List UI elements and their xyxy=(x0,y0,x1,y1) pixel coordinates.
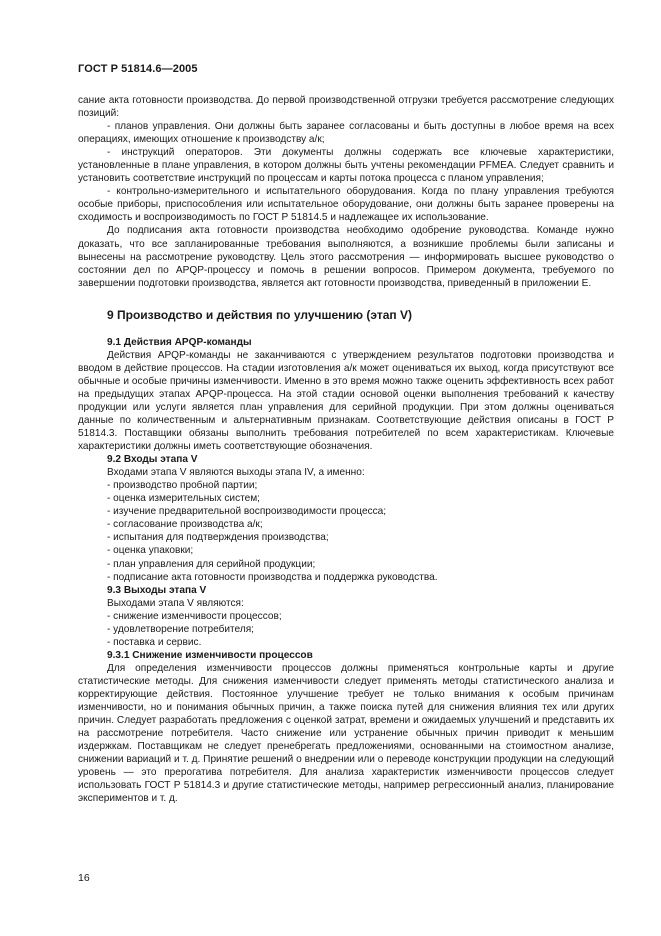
list-item: - подписание акта готовности производства и поддержка руководства. xyxy=(107,571,438,583)
document-body xyxy=(78,94,614,805)
subsection-heading: 9.2 Входы этапа V xyxy=(107,454,198,466)
list-intro: Входами этапа V являются выходы этапа IV, а именно: xyxy=(107,467,365,479)
intro-paragraph: До подписания акта готовности производства необходимо одобрение руководства. Команде нужно доказать, что все запланированные требования выполняются, а возникшие проблемы были записаны и вынесены на рассмотрение руководству. Цель этого рассмотрения — информировать высшее руководство о состоянии дел по APQP-процессу и помочь в решении вопросов. Примером документа, требуемого по завершении подготовки производства, является акт готовности производства, приведенный в приложении Е. xyxy=(78,225,614,289)
intro-list-item: - планов управления. Они должны быть заранее согласованы и быть доступны в любое время на всех операциях, имеющих отношение к производству а/к; xyxy=(78,121,614,146)
list-item: - испытания для подтверждения производства; xyxy=(107,532,329,544)
subsection-heading: 9.3 Выходы этапа V xyxy=(107,584,207,596)
intro-list-item: - инструкций операторов. Эти документы должны содержать все ключевые характеристики, установленные в плане управления, в котором должны быть учтены рекомендации PFMEA. Следует сравнить и установить соответствие инструкций по процессам и карты потока процесса с планом управления; xyxy=(78,147,614,185)
subsection-paragraph: Действия APQP-команды не заканчиваются с утверждением результатов подготовки производства и вводом в действие процессов. На стадии изготовления а/к может оцениваться их выход, когда присутствуют все обычные и особые причины изменчивости. Именно в это время можно также оценить эффективность всех работ на предыдущих этапах APQP-процесса. На этой стадии основой оценки выполнения требований к качеству продукции или услуги является план управления для серийной продукции. При этом должны оцениваться данные по количественным и альтернативным признакам. Соответствующие действия описаны в ГОСТ Р 51814.3. Поставщики обязаны выполнить требования потребителей по всем характеристикам. Ключевые характеристики должны иметь соответствующие обозначения. xyxy=(78,349,614,453)
list-item: - оценка упаковки; xyxy=(107,545,194,557)
section-title: 9 Производство и действия по улучшению (этап V) xyxy=(107,307,412,322)
document-header: ГОСТ Р 51814.6—2005 xyxy=(78,63,198,75)
list-item: - удовлетворение потребителя; xyxy=(107,623,254,635)
subsection-heading: 9.1 Действия APQP-команды xyxy=(107,336,252,348)
subsection-paragraph: Для определения изменчивости процессов должны применяться контрольные карты и другие статистические методы. Для снижения изменчивости следует применять методы статистического анализа и корректирующие действия. Постоянное улучшение требует не только внимания к особым причинам изменчивости, но и понимания обычных причин, а также поиска путей для снижения влияния тех или других причин. Следует разработать предложения с оценкой затрат, времени и ожидаемых улучшений и представить их на рассмотрение потребителя. Часто снижение или устранение обычных причин приводит к меньшим издержкам. Поставщикам не следует пренебрегать предложениями, основанными на стоимостном анализе, снижении вариаций и т. д. Принятие решений о внедрении или о переводе конструкции продукции на следующий уровень — это прерогатива потребителя. Для анализа характеристик изменчивости процессов следует использовать ГОСТ Р 51814.3 и другие статистические методы, например регрессионный анализ, планирование экспериментов и т. д. xyxy=(78,662,614,805)
intro-list-item: - контрольно-измерительного и испытательного оборудования. Когда по плану управления требуются особые приборы, приспособления или испытательное оборудование, они должны быть заранее проверены на сходимость и воспроизводимость по ГОСТ Р 51814.5 и надлежащее их использование. xyxy=(78,186,614,224)
list-item: - согласование производства а/к; xyxy=(107,519,263,531)
list-item: - производство пробной партии; xyxy=(107,480,258,492)
list-item: - план управления для серийной продукции; xyxy=(107,558,316,570)
intro-paragraph: сание акта готовности производства. До первой производственной отгрузки требуется рассмотрение следующих позиций: xyxy=(78,95,614,120)
list-item: - поставка и сервис. xyxy=(107,636,202,648)
list-item: - оценка измерительных систем; xyxy=(107,493,260,505)
page-number: 16 xyxy=(78,872,90,884)
list-intro: Выходами этапа V являются: xyxy=(107,597,244,609)
subsection-heading: 9.3.1 Снижение изменчивости процессов xyxy=(107,649,313,661)
list-item: - изучение предварительной воспроизводимости процесса; xyxy=(107,506,387,518)
list-item: - снижение изменчивости процессов; xyxy=(107,610,282,622)
